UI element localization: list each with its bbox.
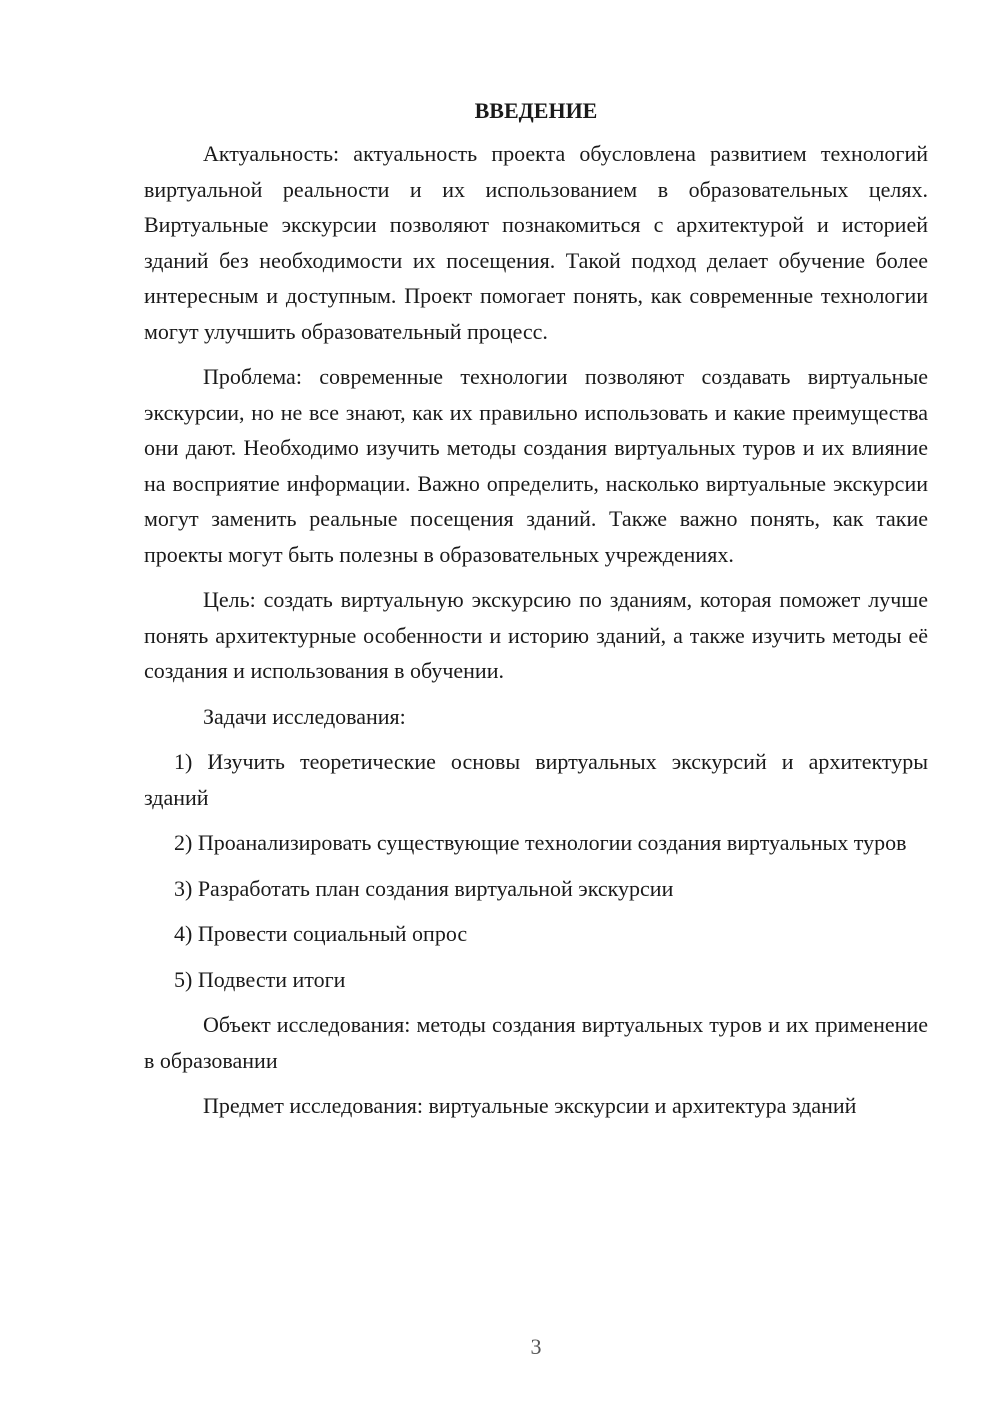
research-subject-paragraph: Предмет исследования: виртуальные экскурсии и архитектура зданий xyxy=(203,1093,857,1118)
document-page xyxy=(144,96,928,1134)
task-item-3: 3) Разработать план создания виртуальной экскурсии xyxy=(174,875,674,901)
problem-paragraph: Проблема: современные технологии позволяют создавать виртуальные экскурсии, но не все знают, как их правильно использовать и какие преимущества они дают. Необходимо изучить методы создания виртуальных туров и их влияние на восприятие информации. Важно определить, насколько виртуальные экскурсии могут заменить реальные посещения зданий. Также важно понять, как такие проекты могут быть полезны в образовательных учреждениях. xyxy=(144,364,928,567)
task-item-4: 4) Провести социальный опрос xyxy=(174,921,468,946)
page-title: ВВЕДЕНИЕ xyxy=(474,98,598,123)
research-object-paragraph: Объект исследования: методы создания виртуальных туров и их применение в образовании xyxy=(144,1012,928,1073)
relevance-paragraph: Актуальность: актуальность проекта обусловлена развитием технологий виртуальной реальности и их использованием в образовательных целях. Виртуальные экскурсии позволяют познакомиться с архитектурой и историей зданий без необходимости их посещения. Такой подход делает обучение более интересным и доступным. Проект помогает понять, как современные технологии могут улучшить образовательный процесс. xyxy=(144,141,928,344)
task-item-5: 5) Подвести итоги xyxy=(174,966,346,992)
task-item-1: 1) Изучить теоретические основы виртуальных экскурсий и архитектуры зданий xyxy=(144,749,928,810)
goal-paragraph: Цель: создать виртуальную экскурсию по зданиям, которая поможет лучше понять архитектурные особенности и историю зданий, а также изучить методы её создания и использования в обучении. xyxy=(144,587,928,683)
tasks-heading: Задачи исследования: xyxy=(203,703,406,729)
page-number: 3 xyxy=(530,1334,542,1359)
task-item-2: 2) Проанализировать существующие технологии создания виртуальных туров xyxy=(174,830,907,855)
